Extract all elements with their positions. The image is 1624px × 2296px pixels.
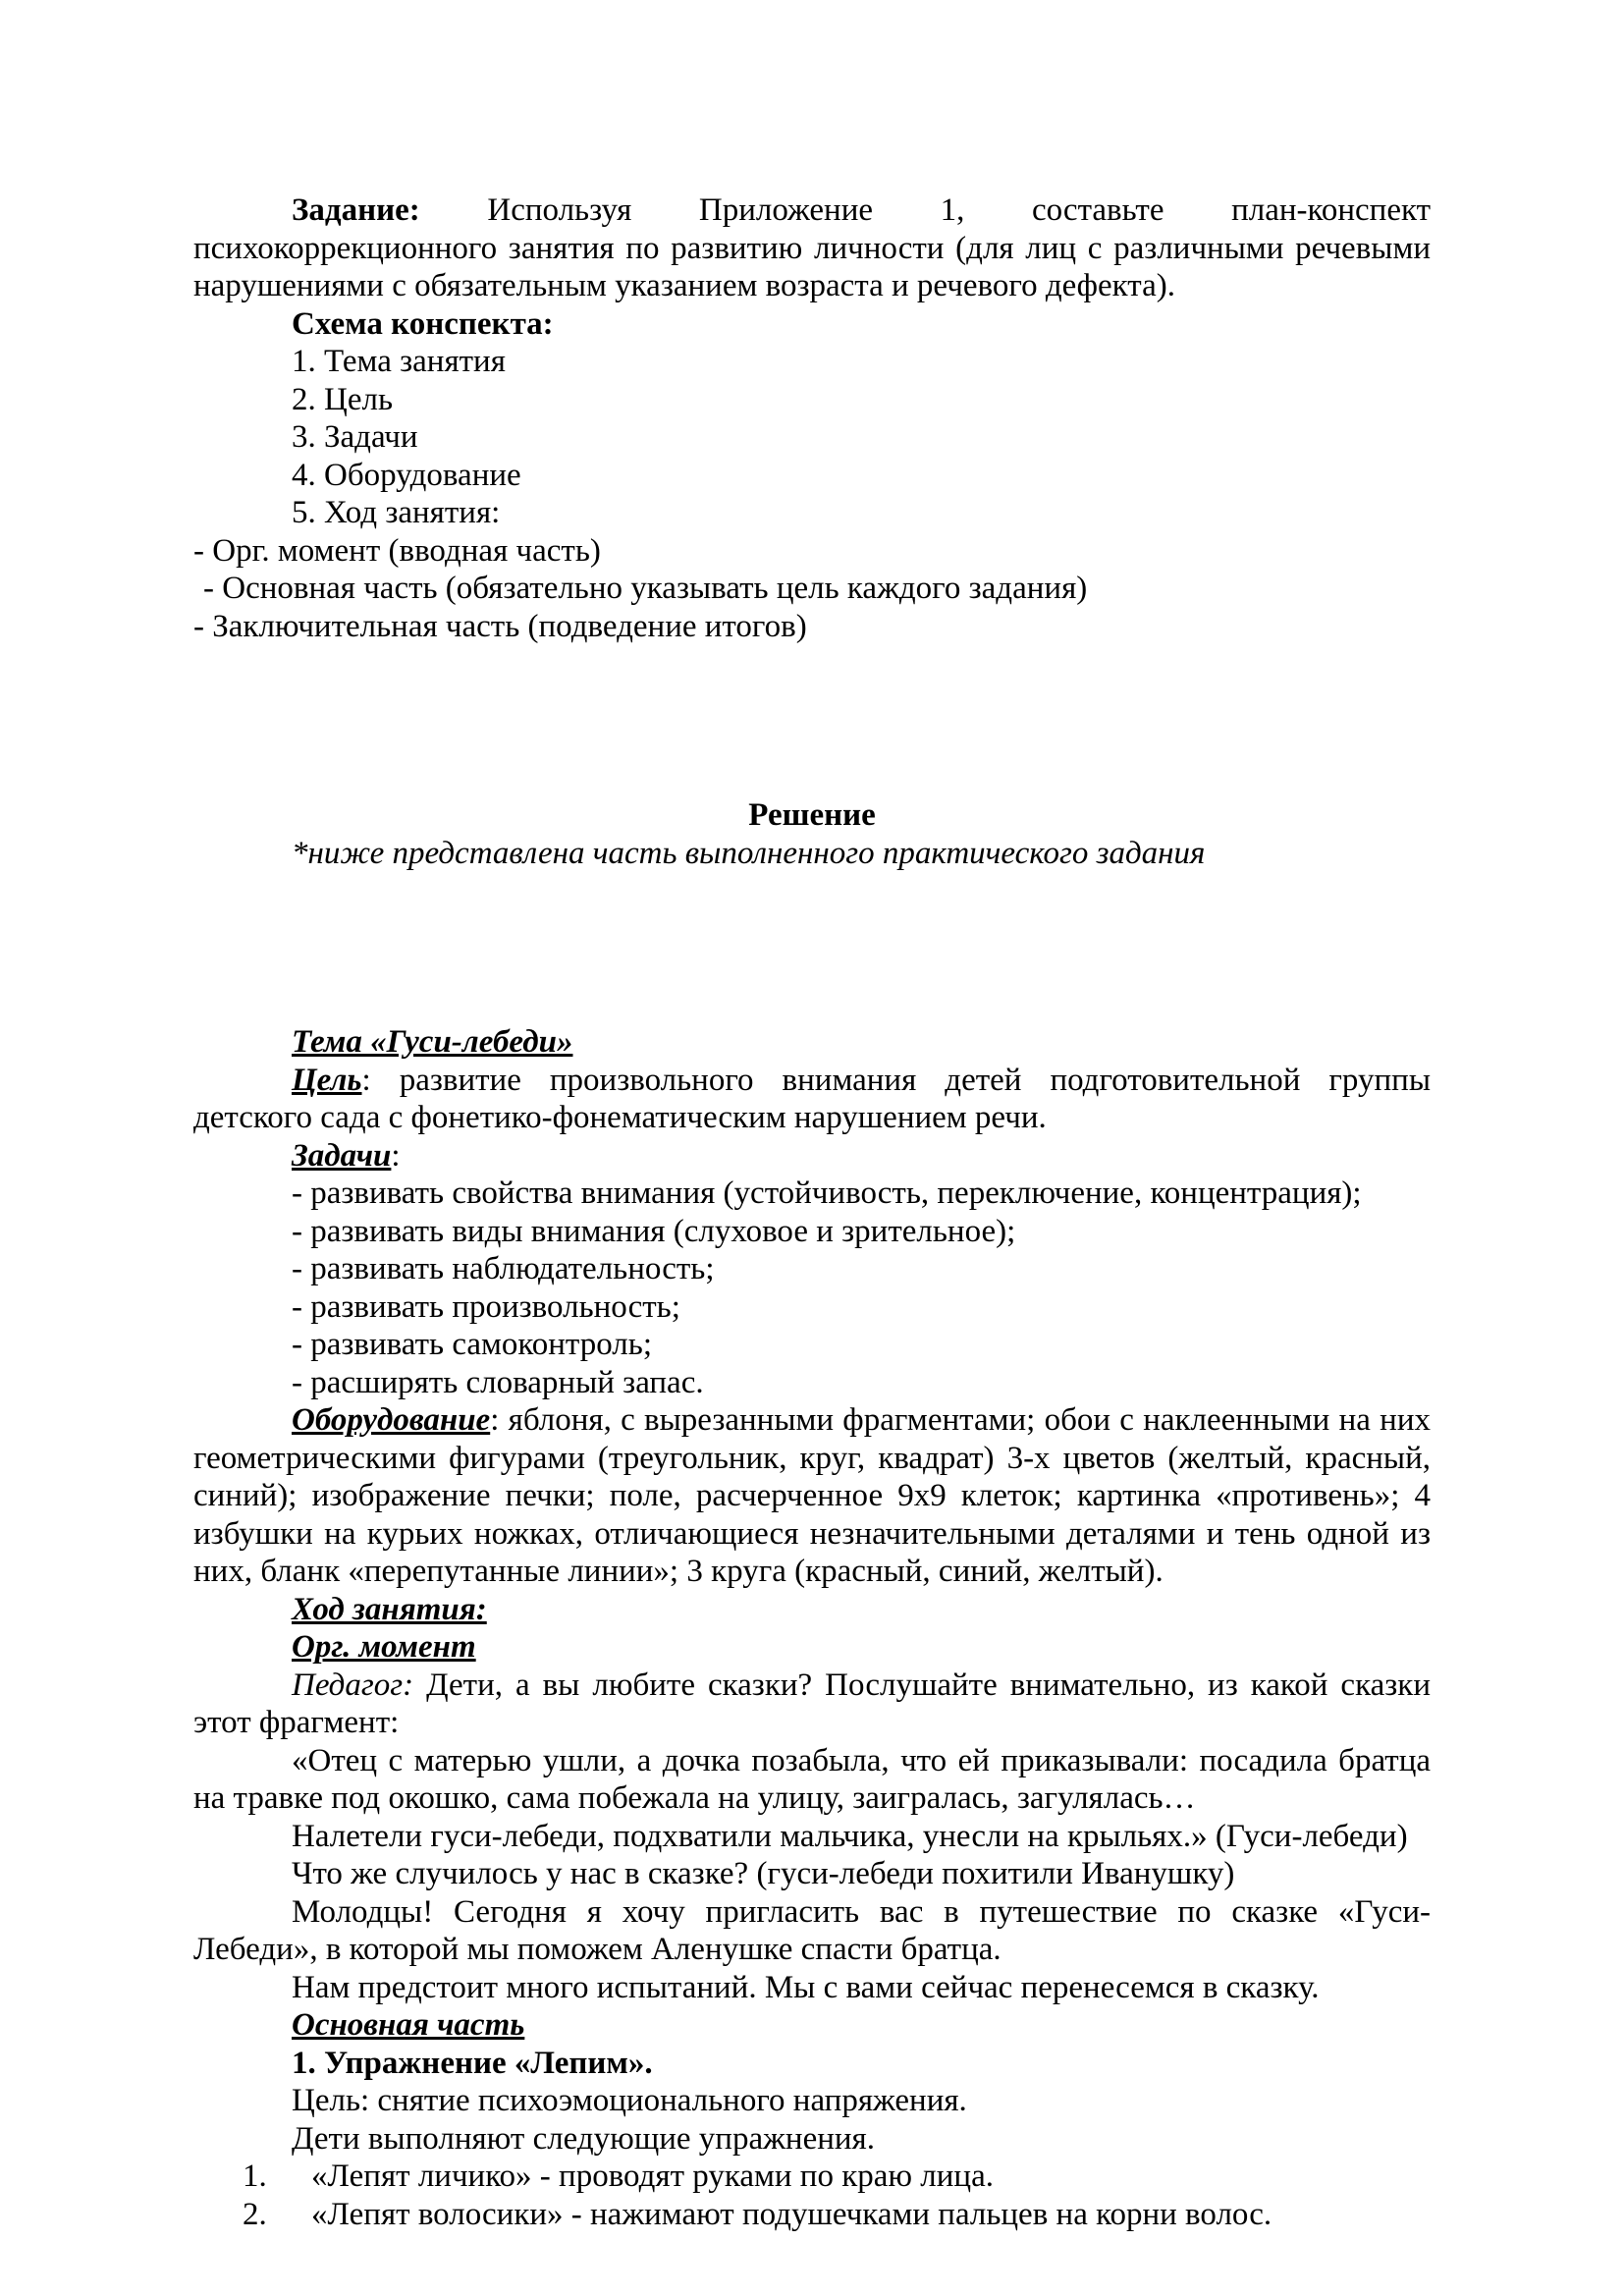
- step-number: 2.: [243, 2196, 267, 2232]
- schema-item: 5. Ход занятия:: [292, 495, 501, 530]
- topic-heading: Тема «Гуси-лебеди»: [292, 1024, 573, 1060]
- solution-note: *ниже представлена часть выполненного практического задания: [292, 835, 1206, 871]
- task-item: - развивать самоконтроль;: [292, 1327, 652, 1362]
- exercise-step: [243, 2158, 1431, 2196]
- task-item: - развивать наблюдательность;: [292, 1251, 715, 1286]
- step-number: 1.: [243, 2159, 267, 2194]
- schema-item: - Заключительная часть (подведение итогов): [193, 608, 807, 644]
- task-item: - расширять словарный запас.: [292, 1364, 704, 1400]
- goal-label: Цель: [292, 1062, 362, 1098]
- spacer: [193, 721, 1431, 796]
- step-text: «Лепят личико» - проводят руками по краю лица.: [311, 2159, 994, 2194]
- flow-heading: Ход занятия:: [292, 1591, 487, 1627]
- schema-item: - Основная часть (обязательно указывать цель каждого задания): [203, 571, 1088, 606]
- goal-paragraph: [193, 1062, 1431, 1137]
- teacher-text: Дети, а вы любите сказки? Послушайте внимательно, из какой сказки этот фрагмент:: [193, 1667, 1431, 1740]
- schema-title: Схема конспекта:: [292, 305, 554, 342]
- schema-item: 3. Задачи: [292, 419, 418, 455]
- schema-item: - Орг. момент (вводная часть): [193, 532, 601, 569]
- equipment-text: : яблоня, с вырезанными фрагментами; обои с наклеенными на них геометрическими фигурами (треугольник, круг, квадрат) 3-х цветов (желтый, красный, синий); изображение печки; поле, расчерченное 9х9 клеток; картинка «противень»; 4 избушки на курьих ножках, отличающиеся незначительными деталями и тень одной из них, бланк «перепутанные линии»; 3 круга (красный, синий, желтый).: [193, 1402, 1431, 1589]
- step-text: «Лепят волосики» - нажимают подушечками пальцев на корни волос.: [311, 2196, 1272, 2232]
- praise-paragraph: Молодцы! Сегодня я хочу пригласить вас в путешествие по сказке «Гуси-Лебеди», в которой мы поможем Аленушке спасти братца.: [193, 1893, 1431, 1967]
- schema-item: 2. Цель: [292, 381, 393, 417]
- teacher-paragraph: [193, 1667, 1431, 1742]
- assignment-paragraph: [193, 191, 1431, 305]
- exercise-goal: Цель: снятие психоэмоционального напряжения.: [292, 2083, 967, 2118]
- main-part-heading: Основная часть: [292, 2007, 525, 2043]
- transition-paragraph: Нам предстоит много испытаний. Мы с вами сейчас перенесемся в сказку.: [292, 1969, 1320, 2005]
- tasks-colon: :: [391, 1137, 401, 1174]
- quote-end-paragraph: Налетели гуси-лебеди, подхватили мальчика, унесли на крыльях.» (Гуси-лебеди): [292, 1818, 1408, 1854]
- exercise-step: [243, 2196, 1431, 2234]
- question-paragraph: Что же случилось у нас в сказке? (гуси-лебеди похитили Иванушку): [292, 1856, 1235, 1891]
- spacer: [193, 948, 1431, 1023]
- exercise-intro: Дети выполняют следующие упражнения.: [292, 2120, 875, 2157]
- task-item: - развивать виды внимания (слуховое и зрительное);: [292, 1213, 1016, 1249]
- equipment-paragraph: [193, 1401, 1431, 1591]
- spacer: [193, 645, 1431, 721]
- schema-item: 4. Оборудование: [292, 457, 521, 493]
- tasks-label: Задачи: [292, 1137, 392, 1174]
- equipment-label: Оборудование: [292, 1402, 491, 1438]
- assignment-text: Используя Приложение 1, составьте план-конспект психокоррекционного занятия по развитию личности (для лиц с различными речевыми нарушениями с обязательным указанием возраста и речевого дефекта).: [193, 192, 1431, 303]
- task-item: - развивать произвольность;: [292, 1288, 680, 1325]
- schema-item: 1. Тема занятия: [292, 344, 506, 379]
- spacer: [193, 872, 1431, 948]
- assignment-label: Задание:: [292, 192, 420, 228]
- teacher-label: Педагог:: [292, 1667, 414, 1703]
- solution-heading: Решение: [748, 797, 876, 833]
- tasks-heading: [292, 1137, 1431, 1175]
- exercise-title: 1. Упражнение «Лепим».: [292, 2045, 653, 2081]
- org-moment-heading: Орг. момент: [292, 1629, 476, 1665]
- quote-paragraph: «Отец с матерью ушли, а дочка позабыла, что ей приказывали: посадила братца на травке под окошко, сама побежала на улицу, заигралась, загулялась…: [193, 1742, 1431, 1816]
- task-item: - развивать свойства внимания (устойчивость, переключение, концентрация);: [292, 1175, 1362, 1211]
- goal-text: : развитие произвольного внимания детей подготовительной группы детского сада с фонетико-фонематическим нарушением речи.: [193, 1062, 1431, 1135]
